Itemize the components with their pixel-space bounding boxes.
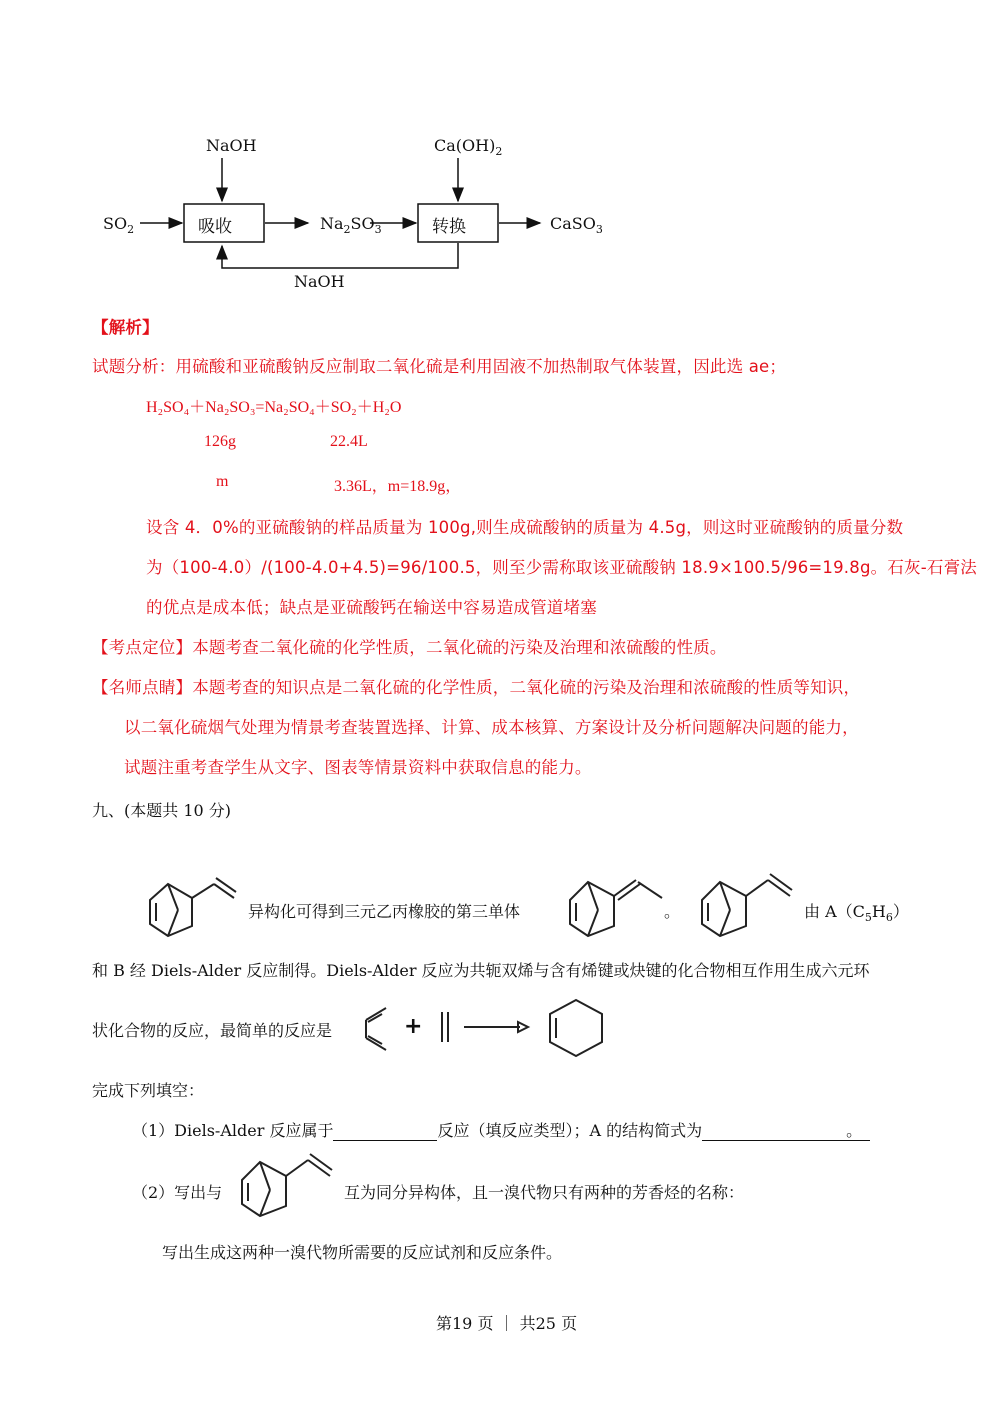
question-1 — [132, 1118, 870, 1141]
analysis-line-4: 的优点是成本低；缺点是亚硫酸钙在输送中容易造成管道堵塞 — [146, 598, 597, 617]
convert-box-label: 转换 — [432, 217, 466, 237]
analysis-line-1: 试题分析：用硫酸和亚硫酸钠反应制取二氧化硫是利用固液不加热制取气体装置，因此选 ae； — [92, 357, 787, 376]
reaction-equation: H₂SO₄＋Na₂SO₃=Na₂SO₄＋SO₂＋H₂O — [146, 399, 402, 416]
section-9-title: 九、(本题共 10 分) — [92, 801, 232, 820]
volume-22-4l: 22.4L — [330, 433, 368, 450]
q2-part-c: 写出生成这两种一溴代物所需要的反应试剂和反应条件。 — [162, 1243, 563, 1262]
mingshi-line-1: 【名师点睛】本题考查的知识点是二氧化硫的化学性质，二氧化硫的污染及治理和浓硫酸的性质等知识， — [92, 678, 861, 697]
row1-text-isomer: 异构化可得到三元乙丙橡胶的第三单体 — [248, 902, 521, 921]
analysis-line-2: 设含 4．0%的亚硫酸钠的样品质量为 100g,则生成硫酸钠的质量为 4.5g，则这时亚硫酸钠的质量分数 — [146, 518, 904, 537]
plus-sign: + — [404, 1014, 423, 1039]
analysis-heading: 【解析】 — [92, 318, 159, 337]
butadiene-structure — [360, 1004, 400, 1052]
kaodian-line: 【考点定位】本题考查二氧化硫的化学性质，二氧化硫的污染及治理和浓硫酸的性质。 — [92, 638, 727, 657]
mass-126g: 126g — [204, 433, 236, 450]
ethylidene-norbornene-structure — [560, 868, 670, 940]
q2-part-a: （2）写出与 — [132, 1183, 223, 1202]
naoh-recycle-label: NaOH — [294, 272, 345, 291]
caso3-output-label: CaSO$_3$ — [550, 214, 603, 237]
flowchart-arrows — [0, 0, 1000, 300]
mingshi-line-3: 试题注重考查学生从文字、图表等情景资料中获取信息的能力。 — [124, 758, 592, 777]
row1-period: 。 — [664, 902, 681, 921]
absorb-box-label: 吸收 — [198, 217, 232, 237]
mingshi-line-2: 以二氧化硫烟气处理为情景考查装置选择、计算、成本核算、方案设计及分析问题解决问题的能力， — [124, 718, 859, 737]
vinyl-norbornene-structure-2 — [692, 868, 802, 940]
cyclohexene-structure — [548, 998, 608, 1060]
vinyl-norbornene-structure-1 — [140, 870, 240, 940]
ethylene-structure — [436, 1010, 456, 1046]
q1-blank-structure[interactable] — [702, 1124, 846, 1141]
q1-blank-tail — [862, 1124, 870, 1141]
fill-prompt: 完成下列填空： — [92, 1081, 205, 1100]
q1-end: 。 — [846, 1121, 863, 1140]
caoh-top-label: $Ca(OH)_2$ — [434, 136, 503, 159]
reaction-arrow — [462, 1018, 532, 1038]
q1-part-a: （1）Diels-Alder 反应属于 — [132, 1121, 334, 1140]
row1-formula-a: 由 $A(C_5H_6)$ — [804, 902, 909, 925]
q1-part-b: 反应（填反应类型）；A 的结构简式为 — [437, 1121, 703, 1140]
analysis-line-3: 为（100-4.0）/(100-4.0+4.5)=96/100.5，则至少需称取该亚硫酸钠 18.9×100.5/96=19.8g。石灰-石膏法 — [146, 558, 977, 577]
page-number-footer: 第19 页 ｜ 共25 页 — [436, 1314, 578, 1333]
section-9-line-2: 和 B 经 Diels-Alder 反应制得。Diels-Alder 反应为共轭双烯与含有烯键或炔键的化合物相互作用生成六元环 — [92, 961, 870, 980]
na2so3-label: $Na_2SO_3$ — [320, 214, 382, 237]
so2-input-label: $SO_2$ — [103, 214, 135, 237]
section-9-line-3: 状化合物的反应，最简单的反应是 — [92, 1021, 333, 1040]
vinyl-norbornene-structure-3 — [232, 1148, 342, 1220]
q2-part-b: 互为同分异构体，且一溴代物只有两种的芳香烃的名称： — [344, 1183, 745, 1202]
volume-3-36l: 3.36L，m=18.9g， — [334, 478, 462, 495]
q1-blank-reaction-type[interactable] — [333, 1124, 437, 1141]
naoh-top-label: NaOH — [206, 136, 257, 155]
mass-m: m — [216, 473, 229, 490]
